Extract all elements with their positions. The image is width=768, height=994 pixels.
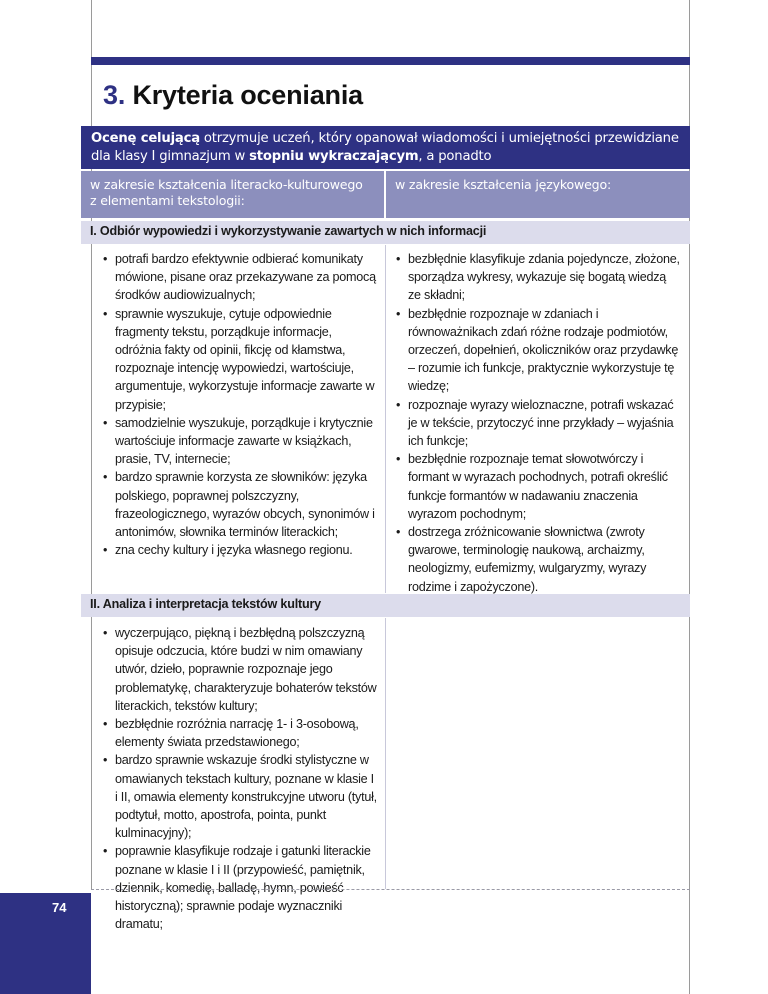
cut-line xyxy=(91,889,690,890)
page-title xyxy=(103,80,363,111)
list-item: • dostrzega zróżnicowanie słownictwa (zwroty gwarowe, terminologię naukową, archaizmy, neologizmy, eufemizmy, wulgaryzmy, wyrazy rodzime i zapożyczone). xyxy=(396,523,680,596)
section1-left-list xyxy=(103,250,377,559)
list-item: • poprawnie klasyfikuje rodzaje i gatunki literackie poznane w klasie I i II (przypowieść, pamiętnik, dziennik, komedię, balladę, hymn, powieść historyczną); sprawnie podaje wyznaczniki dramatu; xyxy=(103,842,377,933)
list-item: • bardzo sprawnie korzysta ze słowników: języka polskiego, poprawnej polszczyzny, frazeologicznego, wyrazów obcych, synonimów i antonimów, słownika terminów literackich; xyxy=(103,468,377,541)
list-item: • wyczerpująco, piękną i bezbłędną polszczyzną opisuje odczucia, które budzi w nim omawiany utwór, dzieło, poprawnie rozpoznaje jego problematykę, charakteryzuje bohaterów tekstów literackich, tekstów kultury; xyxy=(103,624,377,715)
column-divider-2 xyxy=(385,618,386,889)
list-item: • bezbłędnie klasyfikuje zdania pojedyncze, złożone, sporządza wykresy, wykazuje się bogatą wiedzą ze składni; xyxy=(396,250,680,305)
section-header-2: II. Analiza i interpretacja tekstów kultury xyxy=(81,594,690,617)
intro-emphasis: Ocenę celującą xyxy=(91,131,200,146)
section-title: Kryteria oceniania xyxy=(132,80,363,110)
list-item: • bezbłędnie rozpoznaje temat słowotwórczy i formant w wyrazach pochodnych, potrafi określić funkcje formantów w nadawaniu znaczenia wyrazom pochodnym; xyxy=(396,450,680,523)
list-item: • bezbłędnie rozróżnia narrację 1- i 3-osobową, elementy świata przedstawionego; xyxy=(103,715,377,751)
page-number-tab xyxy=(0,893,91,994)
column-header-language xyxy=(386,171,690,218)
column-header-literary-line1: w zakresie kształcenia literacko-kulturowego xyxy=(90,177,363,192)
intro-text-3: , a ponadto xyxy=(418,149,492,164)
intro-band xyxy=(81,126,690,169)
section-number: 3. xyxy=(103,80,126,110)
column-divider-1 xyxy=(385,245,386,593)
column-header-literary-line2: z elementami tekstologii: xyxy=(90,193,245,208)
list-item: • potrafi bardzo efektywnie odbierać komunikaty mówione, pisane oraz przekazywane za pomocą środków audiowizualnych; xyxy=(103,250,377,305)
list-item: • zna cechy kultury i języka własnego regionu. xyxy=(103,541,377,559)
intro-text-2: dla klasy I gimnazjum w xyxy=(91,149,250,164)
column-header-language-text: w zakresie kształcenia językowego: xyxy=(395,177,612,192)
section1-right-list xyxy=(396,250,680,596)
section-header-1: I. Odbiór wypowiedzi i wykorzystywanie zawartych w nich informacji xyxy=(81,221,690,244)
page-number: 74 xyxy=(52,900,67,915)
column-header-literary xyxy=(81,171,384,218)
list-item: • rozpoznaje wyrazy wieloznaczne, potrafi wskazać je w tekście, przytoczyć inne przykłady – wyjaśnia ich funkcje; xyxy=(396,396,680,451)
intro-text: otrzymuje uczeń, który opanował wiadomości i umiejętności przewidziane xyxy=(199,131,679,146)
list-item: • sprawnie wyszukuje, cytuje odpowiednie fragmenty tekstu, porządkuje informacje, odróżnia fakty od opinii, fikcję od kłamstwa, rozpoznaje intencję wypowiedzi, wartościuje, argumentuje, wykorzystuje informacje zawarte w przypisie; xyxy=(103,305,377,414)
list-item: • bardzo sprawnie wskazuje środki stylistyczne w omawianych tekstach kultury, poznane w klasie I i II, omawia elementy konstrukcyjne utworu (tytuł, podtytuł, motto, apostrofa, pointa, punkt kulminacyjny); xyxy=(103,751,377,842)
intro-emphasis-2: stopniu wykraczającym xyxy=(249,149,419,164)
top-rule xyxy=(91,57,690,65)
list-item: • bezbłędnie rozpoznaje w zdaniach i równoważnikach zdań różne rodzaje podmiotów, orzeczeń, dopełnień, okoliczników oraz przydawkę – rozumie ich funkcje, praktycznie wykorzystuje tę wiedzę; xyxy=(396,305,680,396)
section2-left-list xyxy=(103,624,377,933)
list-item: • samodzielnie wyszukuje, porządkuje i krytycznie wartościuje informacje zawarte w książkach, prasie, TV, internecie; xyxy=(103,414,377,469)
